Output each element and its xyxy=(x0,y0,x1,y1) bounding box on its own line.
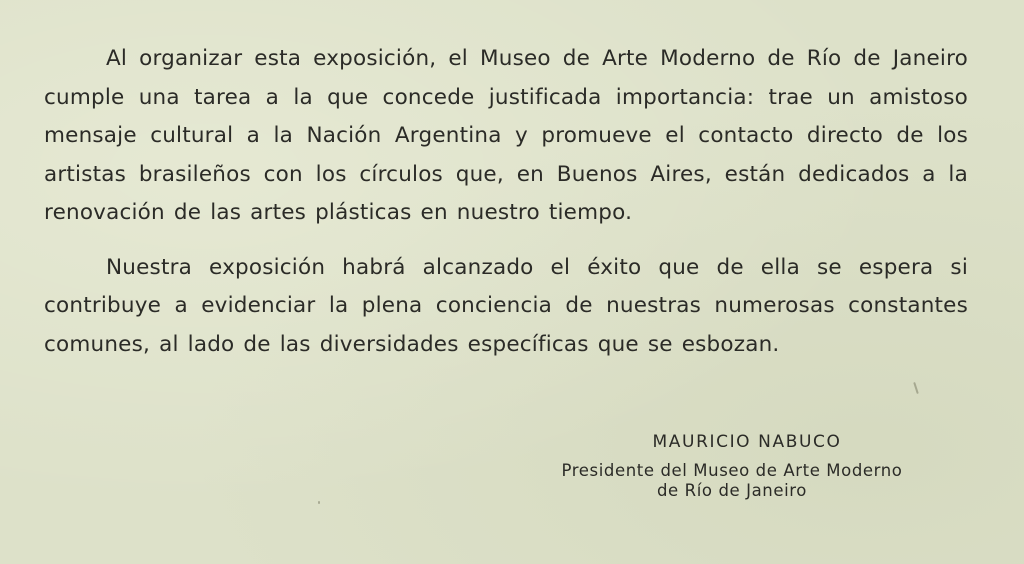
signature-block xyxy=(520,428,944,501)
document-body xyxy=(44,40,968,364)
paper-speck xyxy=(913,382,919,394)
paragraph-2: Nuestra exposición habrá alcanzado el éxito que de ella se espera si contribuye a evidenciar la plena conciencia de nuestras numerosas constantes comunes, al lado de las diversidades específicas que se esbozan. xyxy=(44,254,968,357)
signatory-title-line-1: Presidente del Museo de Arte Moderno xyxy=(561,461,903,480)
signatory-title-line-2: de Río de Janeiro xyxy=(656,481,807,500)
signatory-name: MAURICIO NABUCO xyxy=(652,432,842,452)
signatory-title xyxy=(520,461,944,501)
paragraph-1: Al organizar esta exposición, el Museo de Arte Moderno de Río de Janeiro cumple una tarea a la que concede justificada importancia: trae un amistoso mensaje cultural a la Nación Argentina y promueve el contacto directo de los artistas brasileños con los círculos que, en Buenos Aires, están dedicados a la renovación de las artes plásticas en nuestro tiempo. xyxy=(44,46,968,225)
paper-speck xyxy=(318,501,320,504)
